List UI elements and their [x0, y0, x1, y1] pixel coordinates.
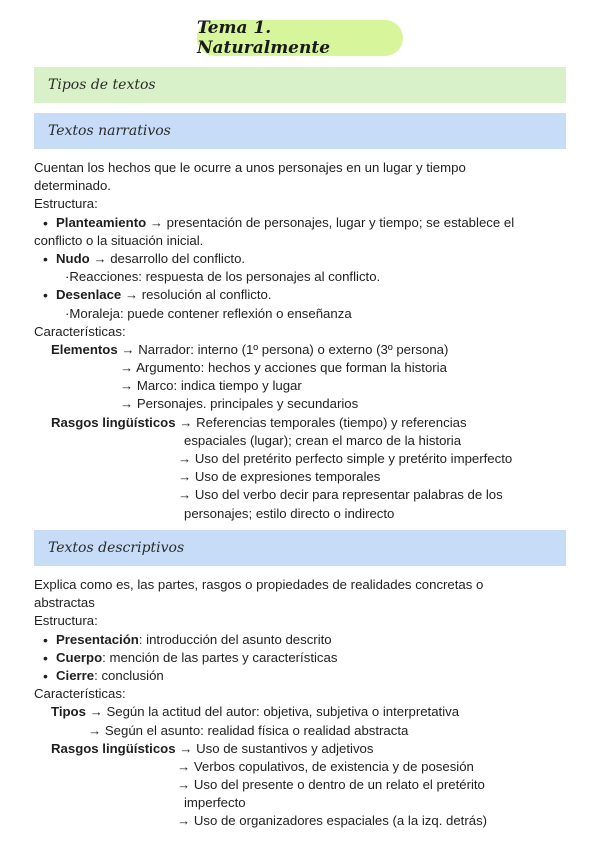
term-elementos: Elementos [51, 341, 118, 357]
term-desenlace: Desenlace [56, 287, 122, 303]
text-desenlace: → resolución al conflicto. [121, 287, 272, 303]
section-tipos-textos [34, 67, 566, 103]
desc-rasgos-line-1 [34, 740, 566, 758]
rasgos-line-3: → Uso de expresiones temporales [178, 469, 381, 485]
bullet-cierre [34, 667, 566, 685]
desc-rasgos-line-4: → Uso de organizadores espaciales (a la izq. detrás) [177, 813, 488, 829]
elementos-line-2: → Argumento: hechos y acciones que forman la historia [120, 360, 447, 376]
desenlace-sub: ·Moraleja: puede contener reflexión o enseñanza [65, 305, 352, 321]
rasgos-line-2: → Uso del pretérito perfecto simple y pretérito imperfecto [178, 451, 513, 466]
narrative-estructura: Estructura: [34, 196, 98, 212]
heading-descriptivos-label: Textos descriptivos [48, 540, 185, 556]
narrative-intro-1: Cuentan los hechos que le ocurre a unos personajes en un lugar y tiempo [34, 160, 466, 175]
term-presentacion: Presentación [56, 631, 139, 647]
bullet-cuerpo [34, 649, 566, 667]
elementos-text-1: → Narrador: interno (1º persona) o externo (3º persona) [117, 341, 449, 357]
rasgos-line-4: → Uso del verbo decir para representar palabras de los [178, 487, 503, 503]
descriptive-caracteristicas: Características: [34, 686, 126, 702]
page-title: Tema 1. Naturalmente [197, 20, 403, 56]
bullet-nudo [34, 250, 566, 268]
descriptive-estructura: Estructura: [34, 613, 98, 629]
rasgos-line-1b: espaciales (lugar); crean el marco de la historia [184, 432, 462, 448]
text-planteamiento: → presentación de personajes, lugar y tiempo; se establece el [146, 214, 515, 230]
desc-rasgos-text-1: → Uso de sustantivos y adjetivos [175, 740, 374, 756]
term-cierre: Cierre [56, 667, 95, 683]
rasgos-text-1: → Referencias temporales (tiempo) y referencias [175, 414, 467, 430]
desc-rasgos-line-2: → Verbos copulativos, de existencia y de posesión [177, 758, 474, 774]
tipos-text-1: → Según la actitud del autor: objetiva, subjetiva o interpretativa [85, 704, 460, 720]
bullet-desenlace [34, 286, 566, 304]
section-tipos-textos-label: Tipos de textos [48, 77, 156, 93]
descriptive-intro-1: Explica como es, las partes, rasgos o propiedades de realidades concretas o [34, 577, 484, 592]
narrative-caracteristicas: Características: [34, 323, 126, 339]
heading-textos-descriptivos [34, 530, 566, 566]
term-planteamiento: Planteamiento [56, 214, 147, 230]
term-nudo: Nudo [56, 250, 90, 266]
term-desc-rasgos: Rasgos lingüísticos [51, 740, 176, 756]
heading-narrativos-label: Textos narrativos [48, 123, 171, 139]
text-cierre: : conclusión [94, 667, 164, 683]
nudo-sub: ·Reacciones: respuesta de los personajes al conflicto. [65, 269, 381, 285]
descriptive-intro-2: abstractas [34, 595, 95, 611]
text-cuerpo: : mención de las partes y características [102, 649, 338, 665]
elementos-line-4: → Personajes. principales y secundarios [120, 396, 359, 412]
desc-rasgos-line-3b: imperfecto [184, 795, 246, 811]
narrative-content [34, 159, 566, 523]
heading-textos-narrativos [34, 113, 566, 149]
bullet-presentacion [34, 631, 566, 649]
term-tipos: Tipos [51, 704, 86, 720]
tipos-line-2: → Según el asunto: realidad física o realidad abstracta [88, 722, 409, 738]
elementos-line-3: → Marco: indica tiempo y lugar [120, 378, 302, 394]
planteamiento-cont: conflicto o la situación inicial. [34, 232, 204, 248]
term-cuerpo: Cuerpo [56, 649, 103, 665]
descriptive-content [34, 576, 566, 831]
narrative-intro-2: determinado. [34, 178, 111, 194]
rasgos-line-4b: personajes; estilo directo o indirecto [184, 505, 395, 521]
term-rasgos: Rasgos lingüísticos [51, 414, 176, 430]
tipos-line-1 [34, 703, 566, 721]
bullet-planteamiento [34, 214, 566, 232]
elementos-line-1 [34, 341, 566, 359]
text-presentacion: : introducción del asunto descrito [138, 631, 332, 647]
rasgos-line-1 [34, 414, 566, 432]
desc-rasgos-line-3: → Uso del presente o dentro de un relato el pretérito [177, 777, 485, 793]
text-nudo: → desarrollo del conflicto. [89, 250, 246, 266]
